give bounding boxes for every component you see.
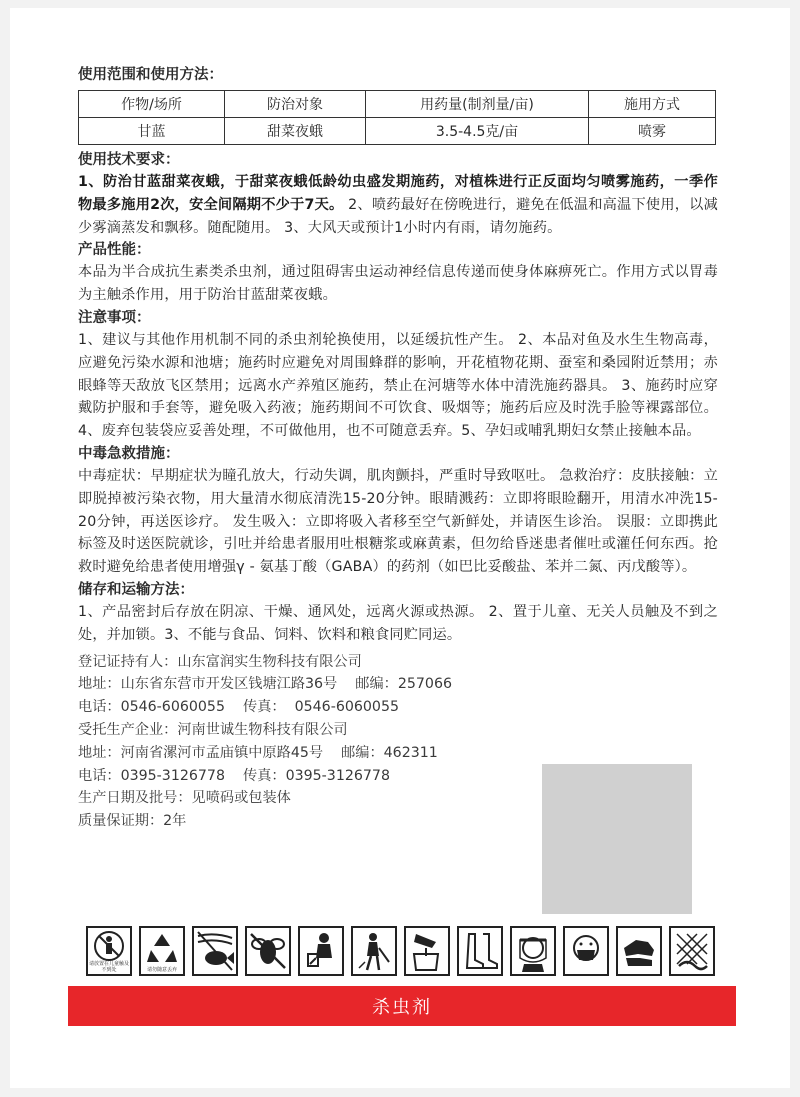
keep-away-children-icon bbox=[86, 926, 132, 976]
category-label: 杀虫剂 bbox=[372, 997, 432, 1018]
notes-title: 注意事项： bbox=[78, 309, 151, 326]
table-header-cell: 用药量(制剂量/亩) bbox=[366, 91, 589, 118]
usage-title: 使用范围和使用方法： bbox=[78, 67, 223, 83]
contract-manufacturer: 受托生产企业：河南世诚生物科技有限公司 bbox=[78, 721, 348, 738]
table-header-cell: 作物/场所 bbox=[79, 91, 225, 118]
mixing-icon bbox=[404, 926, 450, 976]
icon-caption: 请勿随意丢弃 bbox=[146, 967, 177, 973]
table-header-cell: 施用方式 bbox=[589, 91, 716, 118]
registration-holder: 登记证持有人：山东富润实生物科技有限公司 bbox=[78, 653, 362, 670]
table-header-cell: 防治对象 bbox=[225, 91, 366, 118]
firstaid-text: 中毒症状：早期症状为瞳孔放大，行动失调，肌肉颤抖，严重时导致呕吐。 急救治疗：皮肤接触：立即脱掉被污染衣物，用大量清水彻底清洗15-20分钟。眼睛溅药：立即将眼睑翻开，用清水冲洗15-20分钟，再送医诊疗。 发生吸入：立即将吸入者移至空气新鲜处，并请医生诊治。 误服：立即携此标签及时送医院就诊，引吐并给患者服用吐根糖浆或麻黄素，但勿给昏迷患者催吐或灌任何东西。抢救时避免给患者使用增强γ - 氨基丁酸（GABA）的药剂（如巴比妥酸盐、苯并二氮、丙戊酸等）。 bbox=[78, 467, 718, 576]
wear-boots-icon bbox=[457, 926, 503, 976]
no-eat-smoke-icon bbox=[298, 926, 344, 976]
pictogram-row bbox=[86, 926, 726, 978]
spraying-icon bbox=[351, 926, 397, 976]
face-shield-icon bbox=[510, 926, 556, 976]
table-cell: 喷雾 bbox=[589, 118, 716, 145]
tech-text bbox=[78, 171, 718, 239]
usage-table bbox=[78, 90, 716, 145]
manufacturer-phone: 电话：0395-3126778 传真：0395-3126778 bbox=[78, 767, 390, 784]
table-row bbox=[79, 118, 716, 145]
tech-bold-text: 1、防治甘蓝甜菜夜蛾，于甜菜夜蛾低龄幼虫盛发期施药，对植株进行正反面均匀喷雾施药，一季作物最多施用2次，安全间隔期不少于7天。 bbox=[78, 174, 718, 213]
icon-caption: 请放置在儿童触及不到处 bbox=[88, 961, 129, 973]
toxic-to-fish-icon bbox=[192, 926, 238, 976]
storage-text: 1、产品密封后存放在阴凉、干燥、通风处，远离火源或热源。 2、置于儿童、无关人员触及不到之处，并加锁。3、不能与食品、饲料、饮料和粮食同贮同运。 bbox=[78, 603, 718, 643]
table-header-row bbox=[79, 91, 716, 118]
firstaid-title: 中毒急救措施： bbox=[78, 445, 180, 462]
table-cell: 甜菜夜蛾 bbox=[225, 118, 366, 145]
recycle-icon bbox=[139, 926, 185, 976]
holder-phone: 电话：0546-6060055 传真： 0546-6060055 bbox=[78, 699, 400, 716]
table-cell: 甘蓝 bbox=[79, 118, 225, 145]
performance-title: 产品性能： bbox=[78, 242, 151, 259]
toxic-to-bees-icon bbox=[245, 926, 291, 976]
qr-code-placeholder bbox=[542, 764, 692, 914]
category-bar bbox=[68, 986, 736, 1026]
storage-title: 储存和运输方法： bbox=[78, 581, 194, 598]
gloves-icon bbox=[616, 926, 662, 976]
tech-rest-text: 2、喷药最好在傍晚进行，避免在低温和高温下使用，以减少雾滴蒸发和飘移。随配随用。 3、大风天或预计1小时内有雨，请勿施药。 bbox=[78, 196, 718, 236]
mask-icon bbox=[563, 926, 609, 976]
holder-address: 地址：山东省东营市开发区钱塘江路36号 邮编：257066 bbox=[78, 676, 453, 693]
notes-text: 1、建议与其他作用机制不同的杀虫剂轮换使用，以延缓抗性产生。 2、本品对鱼及水生生物高毒，应避免污染水源和池塘；施药时应避免对周围蜂群的影响，开花植物花期、蚕室和桑园附近禁用；赤眼蜂等天敌放飞区禁用；远离水产养殖区施药，禁止在河塘等水体中清洗施药器具。 3、施药时应穿戴防护服和手套等，避免吸入药液；施药期间不可饮食、吸烟等；施药后应及时洗手脸等裸露部位。 4、废弃包装袋应妥善处理，不可做他用，也不可随意丢弃。5、孕妇或哺乳期妇女禁止接触本品。 bbox=[78, 331, 718, 440]
tech-title: 使用技术要求： bbox=[78, 152, 180, 168]
manufacturer-address: 地址：河南省漯河市孟庙镇中原路45号 邮编：462311 bbox=[78, 744, 438, 761]
shelf-life: 质量保证期：2年 bbox=[78, 813, 187, 830]
label-content bbox=[78, 64, 718, 833]
table-cell: 3.5-4.5克/亩 bbox=[366, 118, 589, 145]
toxic-to-silkworm-icon bbox=[669, 926, 715, 976]
production-batch: 生产日期及批号：见喷码或包装体 bbox=[78, 790, 291, 807]
performance-text: 本品为半合成抗生素类杀虫剂，通过阻碍害虫运动神经信息传递而使身体麻痹死亡。作用方式以胃毒为主触杀作用，用于防治甘蓝甜菜夜蛾。 bbox=[78, 264, 718, 304]
